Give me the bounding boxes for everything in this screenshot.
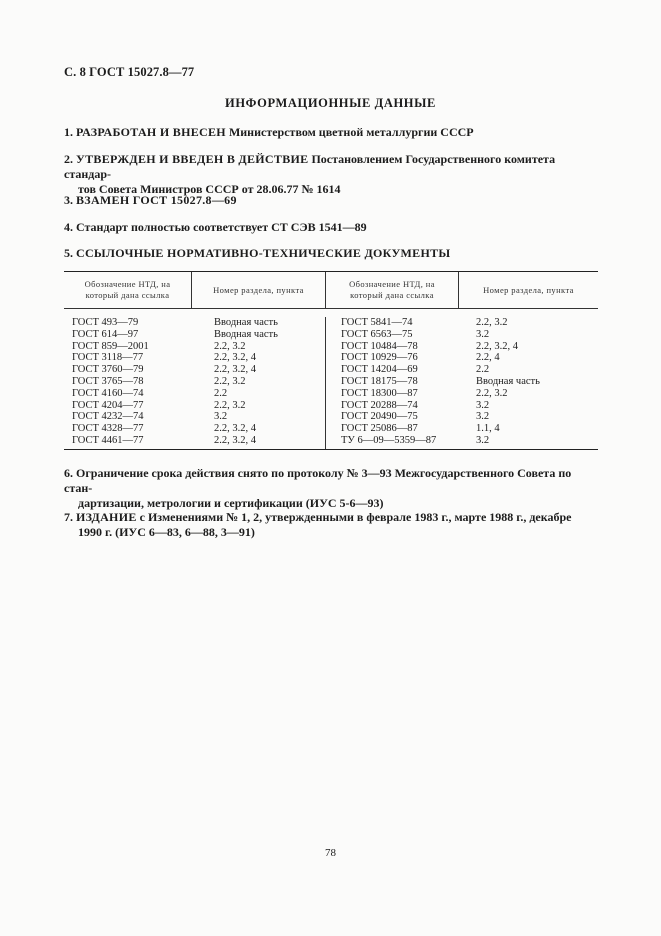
table-cell: ГОСТ 25086—87 — [341, 423, 418, 435]
info-item-1 — [64, 125, 598, 140]
table-cell: ГОСТ 614—97 — [72, 328, 139, 340]
item-continuation: 1990 г. (ИУС 6—83, 6—88, 3—91) — [78, 525, 255, 539]
table-cell: ГОСТ 4204—77 — [72, 399, 144, 411]
table-cell: 2.2, 3.2, 4 — [214, 434, 256, 446]
table-cell: 3.2 — [214, 411, 228, 423]
table-cell: 3.2 — [476, 434, 490, 446]
table-body — [64, 309, 598, 449]
col-left-docs — [64, 317, 192, 449]
table-cell: 3.2 — [476, 328, 490, 340]
table-cell: ГОСТ 10484—78 — [341, 340, 418, 352]
table-cell: 3.2 — [476, 411, 490, 423]
table-bottom-rule — [64, 449, 598, 450]
col-left-sections — [192, 317, 326, 449]
table-cell: ГОСТ 14204—69 — [341, 364, 418, 376]
item-number: 6. — [64, 466, 73, 480]
item-number: 3. — [64, 193, 73, 207]
reference-table — [64, 271, 598, 450]
item-continuation: дартизации, метрологии и сертификации (ИУС 5-6—93) — [78, 496, 384, 510]
table-cell: 2.2, 4 — [476, 352, 500, 364]
table-cell: 2.2, 3.2 — [214, 340, 246, 352]
table-cell: 2.2, 3.2, 4 — [476, 340, 518, 352]
table-cell: 1.1, 4 — [476, 423, 500, 435]
item-text: Ограничение срока действия снято по протоколу № 3—93 Межгосударственного Совета по стан- — [64, 466, 572, 495]
item-text: Постановлением Государственного комитета стандар- — [64, 152, 556, 181]
item-text: Стандарт полностью соответствует СТ СЭВ 1541—89 — [76, 220, 367, 234]
table-cell: ГОСТ 20288—74 — [341, 399, 418, 411]
table-cell: 2.2, 3.2, 4 — [214, 364, 256, 376]
item-caps: РАЗРАБОТАН И ВНЕСЕН — [76, 125, 226, 139]
item-number: 4. — [64, 220, 73, 234]
header-ntd-designation: Обозначение НТД, на который дана ссылка — [64, 272, 192, 308]
table-cell: ГОСТ 859—2001 — [72, 340, 149, 352]
header-section-number: Номер раздела, пункта — [483, 284, 574, 295]
page-header: С. 8 ГОСТ 15027.8—77 — [64, 65, 195, 79]
table-cell: ГОСТ 3118—77 — [72, 352, 144, 364]
table-cell: Вводная часть — [214, 328, 278, 340]
table-cell: ГОСТ 4461—77 — [72, 434, 144, 446]
table-cell: ГОСТ 4232—74 — [72, 411, 144, 423]
table-cell: ГОСТ 18175—78 — [341, 375, 418, 387]
col-right-sections — [459, 317, 598, 449]
item-text: с Изменениями № 1, 2, утвержденными в феврале 1983 г., марте 1988 г., декабре — [136, 510, 572, 524]
item-number: 1. — [64, 125, 73, 139]
table-cell: 2.2 — [214, 387, 228, 399]
item-number: 7. — [64, 510, 73, 524]
item-text: Министерством цветной металлургии СССР — [225, 125, 474, 139]
table-cell: ГОСТ 4328—77 — [72, 423, 144, 435]
info-item-3 — [64, 193, 598, 208]
item-continuation: тов Совета Министров СССР от 28.06.77 № 1614 — [78, 182, 341, 196]
info-item-6 — [64, 466, 598, 511]
table-cell: 2.2, 3.2 — [476, 387, 508, 399]
info-item-7 — [64, 510, 598, 540]
table-cell: ГОСТ 3765—78 — [72, 375, 144, 387]
table-cell: ГОСТ 3760—79 — [72, 364, 144, 376]
item-number: 2. — [64, 152, 73, 166]
item-number: 5. — [64, 246, 73, 260]
section-title: ИНФОРМАЦИОННЫЕ ДАННЫЕ — [225, 96, 436, 110]
table-cell: 2.2, 3.2 — [214, 375, 246, 387]
info-item-2 — [64, 152, 598, 197]
item-caps: ВЗАМЕН ГОСТ 15027.8—69 — [76, 193, 237, 207]
table-header — [64, 272, 598, 309]
table-cell: 2.2, 3.2 — [476, 317, 508, 328]
table-cell: 2.2, 3.2, 4 — [214, 423, 256, 435]
header-section-number: Номер раздела, пункта — [192, 272, 326, 308]
table-cell: 2.2, 3.2 — [214, 399, 246, 411]
table-cell: 3.2 — [476, 399, 490, 411]
info-item-5 — [64, 246, 598, 261]
table-cell: ГОСТ 10929—76 — [341, 352, 418, 364]
table-cell: ГОСТ 6563—75 — [341, 328, 413, 340]
item-caps: ССЫЛОЧНЫЕ НОРМАТИВНО-ТЕХНИЧЕСКИЕ ДОКУМЕНТЫ — [76, 246, 451, 260]
item-caps: ИЗДАНИЕ — [76, 510, 137, 524]
page-number: 78 — [325, 847, 336, 859]
info-item-4 — [64, 220, 598, 235]
header-ntd-designation: Обозначение НТД, на который дана ссылка — [326, 272, 459, 308]
table-cell: ГОСТ 5841—74 — [341, 317, 413, 328]
table-cell: Вводная часть — [476, 375, 540, 387]
table-cell: ТУ 6—09—5359—87 — [341, 434, 437, 446]
table-cell: ГОСТ 20490—75 — [341, 411, 418, 423]
table-cell: ГОСТ 18300—87 — [341, 387, 418, 399]
col-right-docs — [326, 317, 459, 449]
table-cell: 2.2 — [476, 364, 490, 376]
table-cell: Вводная часть — [214, 317, 278, 328]
table-cell: ГОСТ 4160—74 — [72, 387, 144, 399]
table-cell: 2.2, 3.2, 4 — [214, 352, 256, 364]
item-caps: УТВЕРЖДЕН И ВВЕДЕН В ДЕЙСТВИЕ — [76, 152, 309, 166]
table-cell: ГОСТ 493—79 — [72, 317, 139, 328]
